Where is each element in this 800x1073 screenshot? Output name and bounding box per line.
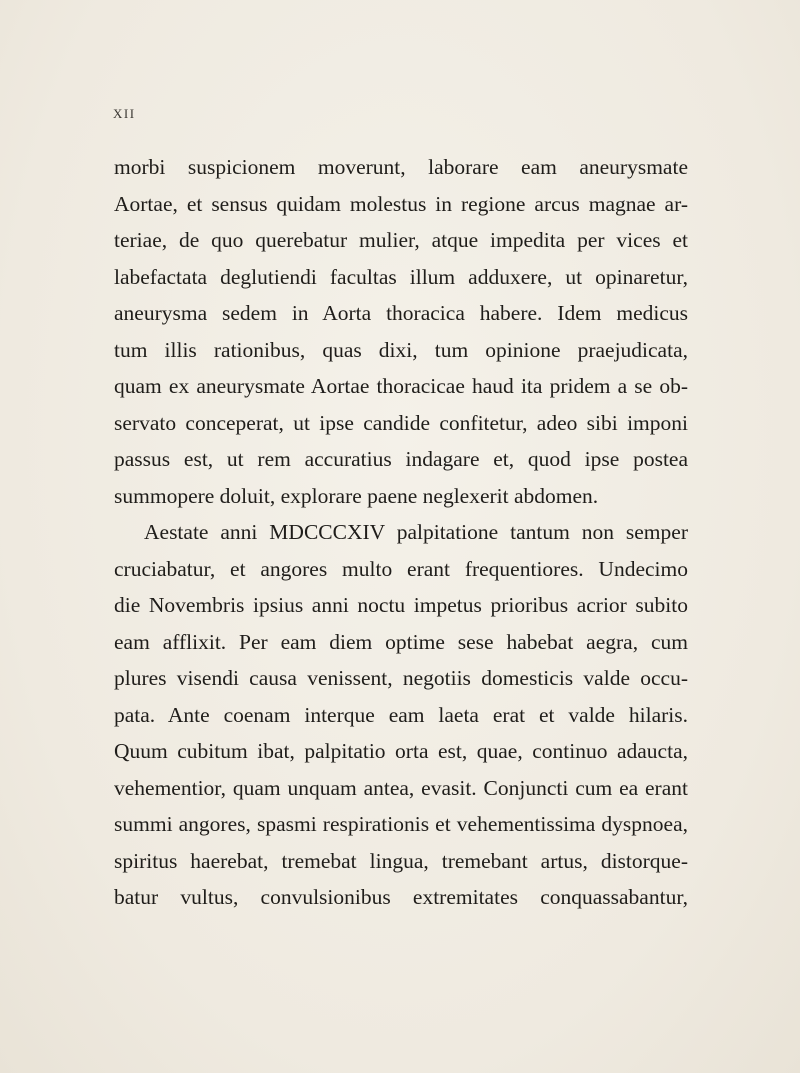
text-line: servato conceperat, ut ipse candide confitetur, adeo sibi imponi xyxy=(114,410,688,435)
text-line: eam afflixit. Per eam diem optime sese habebat aegra, cum xyxy=(114,629,688,654)
text-line: spiritus haerebat, tremebat lingua, tremebant artus, distorque- xyxy=(114,848,688,873)
text-line: labefactata deglutiendi facultas illum adduxere, ut opinaretur, xyxy=(114,264,688,289)
text-line: aneurysma sedem in Aorta thoracica habere. Idem medicus xyxy=(114,301,688,325)
paragraph-1 xyxy=(114,149,688,514)
body-text xyxy=(114,149,688,916)
text-line: vehementior, quam unquam antea, evasit. Conjuncti cum ea erant xyxy=(114,775,688,800)
text-line: cruciabatur, et angores multo erant frequentiores. Undecimo xyxy=(114,556,688,581)
page-number: XII xyxy=(113,106,136,121)
text-line: Quum cubitum ibat, palpitatio orta est, quae, continuo adaucta, xyxy=(114,739,688,763)
text-line: plures visendi causa venissent, negotiis domesticis valde occu- xyxy=(114,666,688,690)
text-line: die Novembris ipsius anni noctu impetus prioribus acrior subito xyxy=(114,593,688,617)
text-line: pata. Ante coenam interque eam laeta erat et valde hilaris. xyxy=(114,702,688,727)
text-line: Aestate anni MDCCCXIV palpitatione tantum non semper xyxy=(144,520,688,544)
text-line: quam ex aneurysmate Aortae thoracicae haud ita pridem a se ob- xyxy=(114,374,688,398)
text-line: passus est, ut rem accuratius indagare et, quod ipse postea xyxy=(114,447,688,471)
text-line: batur vultus, convulsionibus extremitates conquassabantur, xyxy=(114,885,688,909)
text-line: summopere doluit, explorare paene neglexerit abdomen. xyxy=(114,483,599,508)
text-line: tum illis rationibus, quas dixi, tum opinione praejudicata, xyxy=(114,337,688,362)
text-line: teriae, de quo querebatur mulier, atque impedita per vices et xyxy=(114,228,688,252)
text-line: Aortae, et sensus quidam molestus in regione arcus magnae ar- xyxy=(114,191,688,216)
text-line: morbi suspicionem moverunt, laborare eam aneurysmate xyxy=(114,155,688,179)
text-line: summi angores, spasmi respirationis et vehementissima dyspnoea, xyxy=(114,812,688,836)
paragraph-2 xyxy=(114,514,688,916)
